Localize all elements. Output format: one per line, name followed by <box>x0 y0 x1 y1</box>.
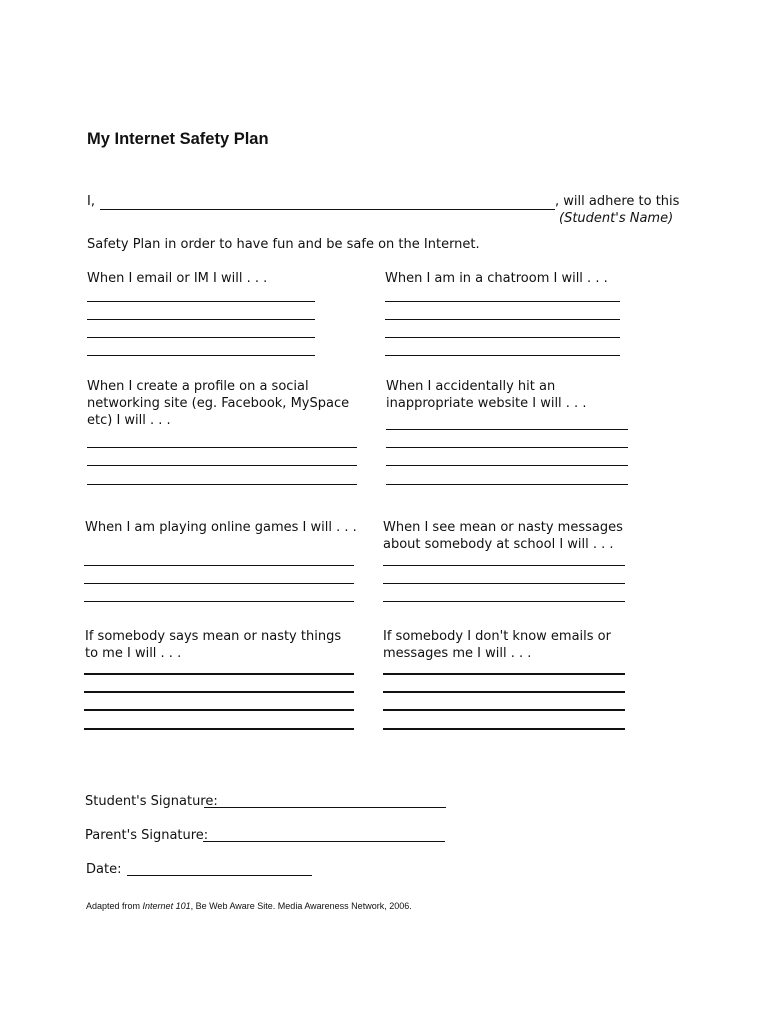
answer-line[interactable] <box>84 709 354 711</box>
prompt-inappropriate-site: When I accidentally hit an inappropriate website I will . . . <box>386 379 587 411</box>
prompt-chatroom: When I am in a chatroom I will . . . <box>385 271 608 286</box>
answer-line[interactable] <box>84 583 354 584</box>
answer-line[interactable] <box>87 319 315 320</box>
answer-line[interactable] <box>87 447 357 448</box>
footer-citation <box>86 901 412 911</box>
prompt-stranger-email: If somebody I don't know emails or messages me I will . . . <box>383 629 611 661</box>
answer-line[interactable] <box>383 583 625 584</box>
answer-line[interactable] <box>383 565 625 566</box>
student-signature-label: Student's Signature: <box>85 794 218 809</box>
answer-line[interactable] <box>383 673 625 675</box>
answer-line[interactable] <box>87 465 357 466</box>
pledge-prefix: I, <box>87 194 95 209</box>
student-name-field[interactable] <box>100 209 555 210</box>
answer-line[interactable] <box>385 337 620 338</box>
answer-line[interactable] <box>84 565 354 566</box>
answer-line[interactable] <box>87 337 315 338</box>
answer-line[interactable] <box>87 484 357 485</box>
answer-line[interactable] <box>87 355 315 356</box>
prompt-mean-things: If somebody says mean or nasty things to me I will . . . <box>85 629 342 661</box>
parent-signature-label: Parent's Signature: <box>85 828 209 843</box>
answer-line[interactable] <box>383 601 625 602</box>
prompt-profile: When I create a profile on a social networking site (eg. Facebook, MySpace etc) I will . . . <box>87 379 350 428</box>
prompt-online-games: When I am playing online games I will . . . <box>85 520 357 535</box>
answer-line[interactable] <box>386 429 628 430</box>
date-label: Date: <box>86 862 122 877</box>
answer-line[interactable] <box>383 691 625 693</box>
pledge-continuation: Safety Plan in order to have fun and be safe on the Internet. <box>87 237 480 252</box>
answer-line[interactable] <box>386 447 628 448</box>
prompt-mean-messages: When I see mean or nasty messages about somebody at school I will . . . <box>383 520 623 552</box>
answer-line[interactable] <box>385 301 620 302</box>
parent-signature-field[interactable] <box>203 841 445 842</box>
answer-line[interactable] <box>386 465 628 466</box>
student-name-caption: (Student's Name) <box>559 211 674 226</box>
prompt-email-im: When I email or IM I will . . . <box>87 271 268 286</box>
pledge-suffix: , will adhere to this <box>555 194 680 209</box>
footer-source: Internet 101 <box>142 901 191 911</box>
answer-line[interactable] <box>84 601 354 602</box>
answer-line[interactable] <box>84 673 354 675</box>
answer-line[interactable] <box>385 355 620 356</box>
answer-line[interactable] <box>84 728 354 730</box>
answer-line[interactable] <box>385 319 620 320</box>
answer-line[interactable] <box>84 691 354 693</box>
footer-prefix: Adapted from <box>86 901 141 911</box>
answer-line[interactable] <box>383 728 625 730</box>
answer-line[interactable] <box>386 484 628 485</box>
answer-line[interactable] <box>383 709 625 711</box>
student-signature-field[interactable] <box>204 807 446 808</box>
date-field[interactable] <box>127 875 312 876</box>
page-title: My Internet Safety Plan <box>87 130 269 148</box>
answer-line[interactable] <box>87 301 315 302</box>
footer-suffix: , Be Web Aware Site. Media Awareness Network, 2006. <box>190 901 412 911</box>
